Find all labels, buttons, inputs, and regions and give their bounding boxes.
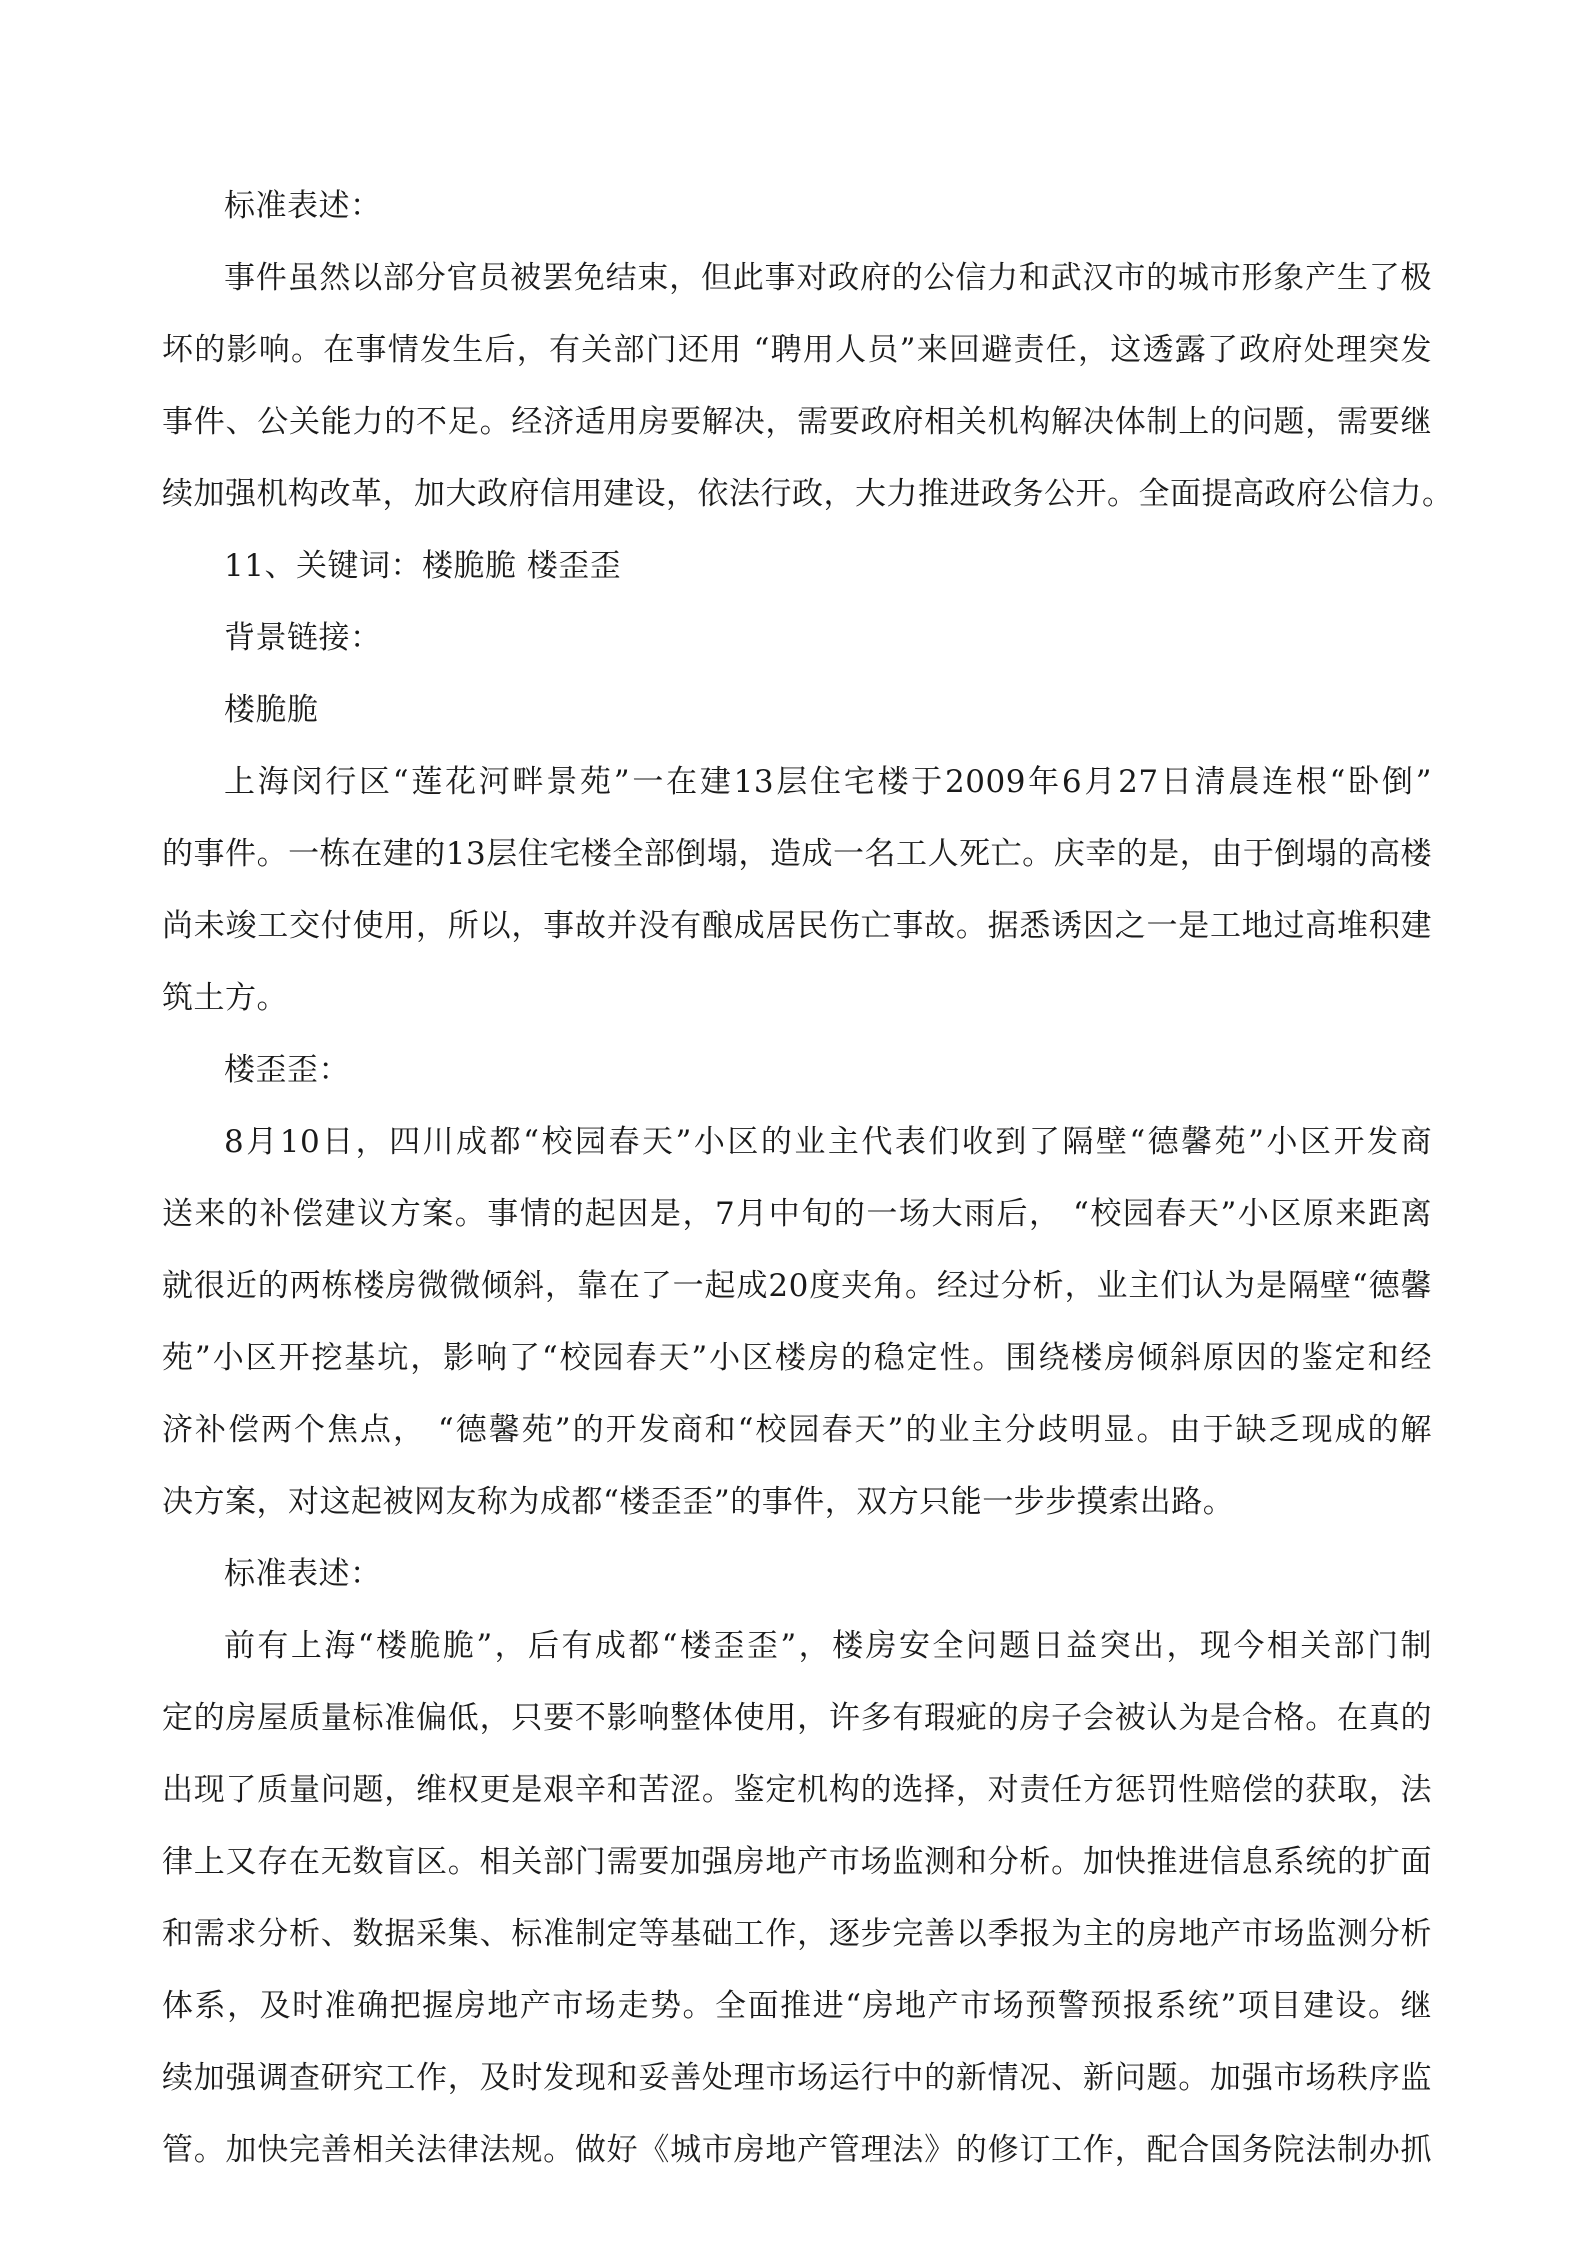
paragraph-line: 济补偿两个焦点， “德馨苑”的开发商和“校园春天”的业主分歧明显。由于缺乏现成的解	[162, 1412, 1432, 1448]
subsection-heading: 楼脆脆	[224, 692, 319, 728]
paragraph-line: 事件虽然以部分官员被罢免结束，但此事对政府的公信力和武汉市的城市形象产生了极	[224, 260, 1432, 296]
paragraph-line: 续加强机构改革，加大政府信用建设，依法行政，大力推进政务公开。全面提高政府公信力。	[162, 476, 1454, 512]
paragraph-line: 筑土方。	[162, 980, 288, 1016]
paragraph-line: 苑”小区开挖基坑，影响了“校园春天”小区楼房的稳定性。围绕楼房倾斜原因的鉴定和经	[162, 1340, 1432, 1376]
paragraph-line: 管。加快完善相关法律法规。做好《城市房地产管理法》的修订工作，配合国务院法制办抓	[162, 2132, 1432, 2168]
paragraph-line: 上海闵行区“莲花河畔景苑”一在建13层住宅楼于2009年6月27日清晨连根“卧倒”	[224, 764, 1432, 800]
paragraph-line: 前有上海“楼脆脆”，后有成都“楼歪歪”，楼房安全问题日益突出，现今相关部门制	[224, 1628, 1432, 1664]
section-heading: 标准表述：	[224, 1556, 382, 1592]
paragraph-line: 和需求分析、数据采集、标准制定等基础工作，逐步完善以季报为主的房地产市场监测分析	[162, 1916, 1432, 1952]
paragraph-line: 就很近的两栋楼房微微倾斜，靠在了一起成20度夹角。经过分析，业主们认为是隔壁“德馨	[162, 1268, 1432, 1304]
paragraph-line: 尚未竣工交付使用，所以，事故并没有酿成居民伤亡事故。据悉诱因之一是工地过高堆积建	[162, 908, 1432, 944]
paragraph-line: 决方案，对这起被网友称为成都“楼歪歪”的事件，双方只能一步步摸索出路。	[162, 1484, 1235, 1520]
paragraph-line: 的事件。一栋在建的13层住宅楼全部倒塌，造成一名工人死亡。庆幸的是，由于倒塌的高楼	[162, 836, 1432, 872]
paragraph-line: 8月10日，四川成都“校园春天”小区的业主代表们收到了隔壁“德馨苑”小区开发商	[224, 1124, 1432, 1160]
paragraph-line: 律上又存在无数盲区。相关部门需要加强房地产市场监测和分析。加快推进信息系统的扩面	[162, 1844, 1432, 1880]
section-heading: 背景链接：	[224, 620, 382, 656]
paragraph-line: 坏的影响。在事情发生后，有关部门还用 “聘用人员”来回避责任，这透露了政府处理突发	[162, 332, 1432, 368]
paragraph-line: 定的房屋质量标准偏低，只要不影响整体使用，许多有瑕疵的房子会被认为是合格。在真的	[162, 1700, 1432, 1736]
paragraph-line: 出现了质量问题，维权更是艰辛和苦涩。鉴定机构的选择，对责任方惩罚性赔偿的获取，法	[162, 1772, 1432, 1808]
keyword-heading: 11、关键词：楼脆脆 楼歪歪	[224, 548, 622, 584]
paragraph-line: 续加强调查研究工作，及时发现和妥善处理市场运行中的新情况、新问题。加强市场秩序监	[162, 2060, 1432, 2096]
paragraph-line: 送来的补偿建议方案。事情的起因是，7月中旬的一场大雨后， “校园春天”小区原来距离	[162, 1196, 1432, 1232]
section-heading: 标准表述：	[224, 188, 382, 224]
paragraph-line: 体系，及时准确把握房地产市场走势。全面推进“房地产市场预警预报系统”项目建设。继	[162, 1988, 1432, 2024]
document-body	[162, 170, 1454, 2186]
subsection-heading: 楼歪歪：	[224, 1052, 350, 1088]
paragraph-line: 事件、公关能力的不足。经济适用房要解决，需要政府相关机构解决体制上的问题，需要继	[162, 404, 1432, 440]
